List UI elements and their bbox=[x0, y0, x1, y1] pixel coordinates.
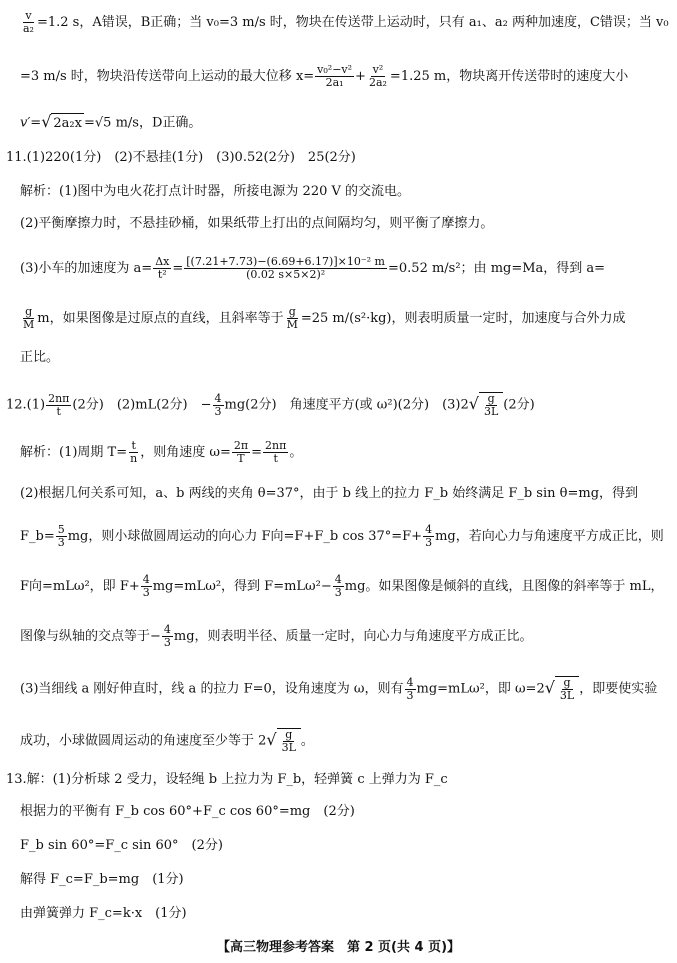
q12-analysis-7: 成功，小球做圆周运动的角速度至少等于 2√ $\frac{g}{3L}$ 。 bbox=[20, 728, 314, 754]
q11-analysis-2: (2)平衡摩擦力时，不悬挂砂桶，如果纸带上打出的点间隔均匀，则平衡了摩擦力。 bbox=[20, 216, 494, 231]
fraction: $\frac{2\pi}{T}$ bbox=[233, 439, 249, 465]
q12-heading: 12.(1) $\frac{2n\pi}{t}$ (2分) (2)mL(2分) − $\frac{4}{3}$ mg(2分) 角速度平方(或 ω²)(2分) (3)2√ $\frac{g}{3L}$ (2分) bbox=[6, 391, 535, 418]
q11-analysis-3: (3)小车的加速度为 a= $\frac{\Delta x}{\text{t²}}$ = $\frac{\text{[(7.21+7.73)−(6.69+6.17)]×10⁻² m}}{\text{(0.02 s×5×2)²}}$ =0.52 m/s²；由 mg=Ma，得到 a= bbox=[20, 255, 606, 281]
q12-analysis-1: 解析：(1)周期 T= $\frac{t}{n}$ ，则角速度 ω= $\frac{2\pi}{T}$ = $\frac{2n\pi}{t}$ 。 bbox=[20, 439, 303, 465]
fraction: $\frac{\text{v₀²−v²}}{\text{2a₁}}$ bbox=[317, 63, 353, 89]
fraction: $\frac{4}{3}$ bbox=[163, 623, 171, 649]
fraction: $\frac{4}{3}$ bbox=[214, 391, 222, 418]
fraction: $\frac{4}{3}$ bbox=[334, 573, 342, 599]
q11-heading: 11.(1)220(1分) (2)不悬挂(1分) (3)0.52(2分) 25(2分) bbox=[6, 150, 356, 165]
q11-analysis-5: 正比。 bbox=[20, 350, 60, 365]
fraction: $\frac{2n\pi}{t}$ bbox=[48, 391, 70, 418]
fraction: $\frac{\Delta x}{\text{t²}}$ bbox=[155, 255, 170, 281]
q13-solution-4: 解得 F_c=F_b=mg (1分) bbox=[20, 872, 184, 887]
sqrt-expression: √ 2a₂x bbox=[41, 112, 84, 134]
fraction: $\frac{g}{M}$ bbox=[286, 305, 298, 331]
sqrt-expression: √ $\frac{g}{3L}$ bbox=[266, 728, 301, 754]
q11-analysis-1: 解析：(1)图中为电火花打点计时器，所接电源为 220 V 的交流电。 bbox=[20, 184, 411, 199]
sqrt-expression: √ $\frac{g}{3L}$ bbox=[545, 676, 580, 702]
page-footer: 【高三物理参考答案 第 2 页(共 4 页)】 bbox=[216, 940, 461, 955]
sqrt-expression: √ $\frac{g}{3L}$ bbox=[469, 392, 504, 418]
q12-analysis-6: (3)当细线 a 刚好伸直时，线 a 的拉力 F=0，设角速度为 ω，则有 $\frac{4}{3}$ mg=mLω²，即 ω=2√ $\frac{g}{3L}$ ，即要使实验 bbox=[20, 675, 658, 702]
answer-line-2: =3 m/s 时，物块沿传送带向上运动的最大位移 x= $\frac{\text{v₀²−v²}}{\text{2a₁}}$ + $\frac{\text{v²}}{\text{2a₂}}$ =1.25 m，物块离开传送带时的速度大小 bbox=[20, 63, 629, 89]
fraction: $\frac{\text{[(7.21+7.73)−(6.69+6.17)]×10⁻² m}}{\text{(0.02 s×5×2)²}}$ bbox=[186, 255, 385, 281]
q13-solution-5: 由弹簧弹力 F_c=k·x (1分) bbox=[20, 906, 187, 921]
answer-line-3: v′=√ 2a₂x =√5 m/s，D正确。 bbox=[20, 112, 201, 134]
answer-line-1: $\frac{v}{\text{a₂}}$ =1.2 s，A错误，B正确；当 v₀=3 m/s 时，物块在传送带上运动时，只有 a₁、a₂ 两种加速度，C错误；当 v₀ bbox=[23, 9, 669, 35]
q12-analysis-5: 图像与纵轴的交点等于− $\frac{4}{3}$ mg，则表明半径、质量一定时，向心力与角速度平方成正比。 bbox=[20, 623, 533, 649]
q13-solution-3: F_b sin 60°=F_c sin 60° (2分) bbox=[20, 838, 223, 853]
fraction: $\frac{4}{3}$ bbox=[406, 675, 414, 702]
q13-solution-2: 根据力的平衡有 F_b cos 60°+F_c cos 60°=mg (2分) bbox=[20, 804, 355, 819]
fraction: $\frac{5}{3}$ bbox=[57, 523, 65, 549]
fraction: $\frac{v}{\text{a₂}}$ bbox=[23, 9, 34, 35]
q12-analysis-2: (2)根据几何关系可知，a、b 两线的夹角 θ=37°，由于 b 线上的拉力 F_b 始终满足 F_b sin θ=mg，得到 bbox=[20, 486, 639, 501]
fraction: $\frac{4}{3}$ bbox=[425, 523, 433, 549]
fraction: $\frac{t}{n}$ bbox=[130, 439, 138, 465]
q11-analysis-4: $\frac{g}{M}$ m，如果图像是过原点的直线，且斜率等于 $\frac{g}{M}$ =25 m/(s²·kg)，则表明质量一定时，加速度与合外力成 bbox=[23, 305, 626, 331]
fraction: $\frac{2n\pi}{t}$ bbox=[265, 439, 287, 465]
q12-analysis-3: F_b= $\frac{5}{3}$ mg，则小球做圆周运动的向心力 F向=F+F_b cos 37°=F+ $\frac{4}{3}$ mg，若向心力与角速度平方成正比，则 bbox=[20, 523, 664, 549]
fraction: $\frac{4}{3}$ bbox=[142, 573, 150, 599]
q13-solution-1: 13.解：(1)分析球 2 受力，设轻绳 b 上拉力为 F_b，轻弹簧 c 上弹力为 F_c bbox=[6, 772, 448, 787]
fraction: $\frac{g}{M}$ bbox=[23, 305, 35, 331]
fraction: $\frac{\text{v²}}{\text{2a₂}}$ bbox=[368, 63, 387, 89]
q12-analysis-4: F向=mLω²，即 F+ $\frac{4}{3}$ mg=mLω²，得到 F=mLω²− $\frac{4}{3}$ mg。如果图像是倾斜的直线，且图像的斜率等于 mL， bbox=[20, 573, 664, 599]
